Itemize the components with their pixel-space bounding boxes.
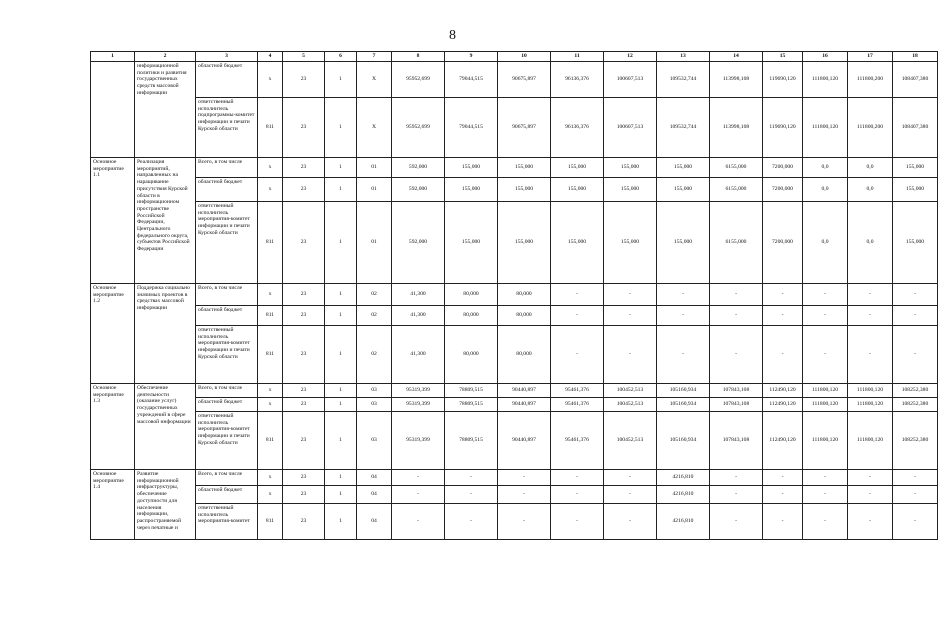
value-cell: 100452,513 [604, 412, 657, 470]
code-cell: 1 [325, 158, 357, 178]
value-cell: - [657, 306, 710, 326]
value-cell: - [392, 470, 445, 486]
code-cell: 1 [325, 384, 357, 398]
value-cell: 119690,120 [763, 98, 803, 158]
table-row [91, 284, 938, 306]
table-row [91, 398, 938, 412]
value-cell: 107843,108 [710, 398, 763, 412]
code-cell: 811 [258, 504, 283, 540]
source-cell: ответственный исполнитель подпрограммы-комитет информации и печати Курской области [196, 98, 258, 158]
value-cell: - [604, 470, 657, 486]
value-cell: - [803, 504, 848, 540]
value-cell: - [763, 470, 803, 486]
table-body [91, 52, 938, 540]
header-cell: 7 [357, 52, 392, 62]
value-cell: 108407,380 [893, 62, 938, 98]
code-cell: Х [357, 62, 392, 98]
code-cell: 01 [357, 178, 392, 202]
value-cell: 155,000 [551, 178, 604, 202]
value-cell: - [498, 486, 551, 504]
value-cell: 0,0 [803, 158, 848, 178]
value-cell: - [848, 284, 893, 306]
header-cell: 1 [91, 52, 135, 62]
source-cell: ответственный исполнитель мероприятия-комитет [196, 504, 258, 540]
value-cell: 155,000 [498, 202, 551, 284]
value-cell: - [551, 504, 604, 540]
code-cell: 23 [283, 202, 325, 284]
value-cell: - [893, 326, 938, 384]
value-cell: - [445, 486, 498, 504]
value-cell: - [763, 284, 803, 306]
value-cell: 41,300 [392, 326, 445, 384]
source-cell: областной бюджет [196, 486, 258, 504]
value-cell: 7200,000 [763, 178, 803, 202]
value-cell: 78809,515 [445, 412, 498, 470]
value-cell: - [392, 486, 445, 504]
header-cell: 14 [710, 52, 763, 62]
source-cell: областной бюджет [196, 306, 258, 326]
code-cell: 23 [283, 178, 325, 202]
value-cell: 80,000 [498, 284, 551, 306]
code-cell: 1 [325, 98, 357, 158]
code-cell: 04 [357, 470, 392, 486]
table-row [91, 486, 938, 504]
value-cell: 80,000 [445, 306, 498, 326]
header-cell: 10 [498, 52, 551, 62]
table-row [91, 326, 938, 384]
code-cell: х [258, 178, 283, 202]
value-cell: 109532,744 [657, 62, 710, 98]
value-cell: 6155,000 [710, 202, 763, 284]
code-cell: 1 [325, 470, 357, 486]
value-cell: - [604, 504, 657, 540]
value-cell: 111800,120 [848, 384, 893, 398]
value-cell: - [392, 504, 445, 540]
status-cell: Основное мероприятие 1.3 [91, 384, 135, 470]
value-cell: 155,000 [445, 158, 498, 178]
value-cell: - [551, 284, 604, 306]
value-cell: - [445, 470, 498, 486]
code-cell: 23 [283, 398, 325, 412]
value-cell: 155,000 [657, 202, 710, 284]
code-cell: 23 [283, 486, 325, 504]
value-cell: 90440,897 [498, 398, 551, 412]
code-cell: х [258, 62, 283, 98]
value-cell: - [604, 486, 657, 504]
source-cell: областной бюджет [196, 62, 258, 98]
value-cell: 155,000 [498, 178, 551, 202]
budget-table [90, 51, 938, 540]
value-cell: 0,0 [848, 202, 893, 284]
value-cell: 108252,380 [893, 412, 938, 470]
name-cell: Поддержка социально значимых проектов в средствах массовой информации [135, 284, 196, 384]
value-cell: 95319,399 [392, 398, 445, 412]
code-cell: х [258, 398, 283, 412]
code-cell: 23 [283, 62, 325, 98]
value-cell: 155,000 [551, 202, 604, 284]
value-cell: - [710, 486, 763, 504]
value-cell: - [893, 284, 938, 306]
value-cell: - [763, 306, 803, 326]
value-cell: - [763, 486, 803, 504]
code-cell: 23 [283, 98, 325, 158]
header-cell: 17 [848, 52, 893, 62]
value-cell: 95461,376 [551, 412, 604, 470]
header-cell: 12 [604, 52, 657, 62]
value-cell: - [848, 504, 893, 540]
value-cell: 155,000 [604, 202, 657, 284]
code-cell: 04 [357, 504, 392, 540]
table-row [91, 504, 938, 540]
value-cell: 111800,120 [803, 98, 848, 158]
value-cell: 119690,120 [763, 62, 803, 98]
value-cell: 0,0 [848, 158, 893, 178]
value-cell: - [893, 306, 938, 326]
table-row [91, 306, 938, 326]
value-cell: 155,000 [604, 178, 657, 202]
code-cell: 02 [357, 306, 392, 326]
value-cell: - [803, 326, 848, 384]
value-cell: 155,000 [657, 178, 710, 202]
code-cell: 01 [357, 202, 392, 284]
value-cell: 41,300 [392, 284, 445, 306]
value-cell: 90675,897 [498, 98, 551, 158]
code-cell: 811 [258, 202, 283, 284]
source-cell: Всего, в том числе [196, 158, 258, 178]
value-cell: 4216,810 [657, 470, 710, 486]
name-cell: Реализация мероприятий, направленных на наращивание присутствия Курской области в информационном пространстве Российской Федерации, Центрального федерального округа, субъектов Российской Федерации [135, 158, 196, 284]
value-cell: 6155,000 [710, 178, 763, 202]
table-row [91, 384, 938, 398]
value-cell: - [893, 486, 938, 504]
value-cell: - [848, 306, 893, 326]
code-cell: Х [357, 98, 392, 158]
source-cell: ответственный исполнитель мероприятия-комитет информации и печати Курской области [196, 326, 258, 384]
value-cell: - [710, 470, 763, 486]
value-cell: 105160,934 [657, 384, 710, 398]
status-cell: Основное мероприятие 1.2 [91, 284, 135, 384]
value-cell: - [604, 284, 657, 306]
code-cell: 1 [325, 284, 357, 306]
value-cell: 7200,000 [763, 158, 803, 178]
value-cell: - [763, 504, 803, 540]
header-cell: 2 [135, 52, 196, 62]
value-cell: 100607,513 [604, 62, 657, 98]
value-cell: - [498, 504, 551, 540]
value-cell: - [604, 326, 657, 384]
code-cell: 1 [325, 62, 357, 98]
code-cell: х [258, 158, 283, 178]
value-cell: 95952,699 [392, 62, 445, 98]
table-row [91, 62, 938, 98]
value-cell: 112490,120 [763, 398, 803, 412]
value-cell: 107843,108 [710, 384, 763, 398]
code-cell: 01 [357, 158, 392, 178]
value-cell: 111800,120 [803, 398, 848, 412]
source-cell: областной бюджет [196, 178, 258, 202]
value-cell: 155,000 [893, 178, 938, 202]
header-cell: 15 [763, 52, 803, 62]
code-cell: 23 [283, 306, 325, 326]
value-cell: 111800,120 [848, 398, 893, 412]
value-cell: 108407,380 [893, 98, 938, 158]
code-cell: 23 [283, 412, 325, 470]
header-row [91, 52, 938, 62]
value-cell: 80,000 [498, 326, 551, 384]
value-cell: - [893, 470, 938, 486]
value-cell: 100452,513 [604, 398, 657, 412]
value-cell: - [551, 470, 604, 486]
code-cell: 02 [357, 326, 392, 384]
code-cell: 03 [357, 384, 392, 398]
value-cell: 155,000 [657, 158, 710, 178]
value-cell: 109532,744 [657, 98, 710, 158]
header-cell: 6 [325, 52, 357, 62]
value-cell: - [551, 306, 604, 326]
value-cell: 80,000 [498, 306, 551, 326]
value-cell: 95319,399 [392, 412, 445, 470]
table-row [91, 470, 938, 486]
source-cell: Всего, в том числе [196, 384, 258, 398]
value-cell: 7200,000 [763, 202, 803, 284]
value-cell: - [803, 284, 848, 306]
value-cell: - [848, 470, 893, 486]
value-cell: 78809,515 [445, 398, 498, 412]
value-cell: 155,000 [551, 158, 604, 178]
value-cell: - [803, 470, 848, 486]
header-cell: 3 [196, 52, 258, 62]
code-cell: 02 [357, 284, 392, 306]
value-cell: 592,000 [392, 158, 445, 178]
name-cell: Развитие информационной инфраструктуры, обеспечение доступности для населения информации, распространяемой через печатные и [135, 470, 196, 540]
table-row [91, 202, 938, 284]
table-row [91, 98, 938, 158]
value-cell: 108252,380 [893, 384, 938, 398]
status-cell: Основное мероприятие 1.4 [91, 470, 135, 540]
value-cell: - [551, 326, 604, 384]
source-cell: Всего, в том числе [196, 284, 258, 306]
source-cell: областной бюджет [196, 398, 258, 412]
value-cell: 592,000 [392, 202, 445, 284]
header-cell: 13 [657, 52, 710, 62]
value-cell: - [710, 284, 763, 306]
value-cell: 111800,120 [848, 412, 893, 470]
value-cell: 90440,897 [498, 412, 551, 470]
value-cell: 108252,380 [893, 398, 938, 412]
value-cell: 100607,513 [604, 98, 657, 158]
code-cell: 23 [283, 504, 325, 540]
value-cell: 111800,200 [848, 62, 893, 98]
code-cell: 1 [325, 486, 357, 504]
value-cell: 80,000 [445, 326, 498, 384]
value-cell: - [710, 504, 763, 540]
header-cell: 18 [893, 52, 938, 62]
value-cell: 95952,699 [392, 98, 445, 158]
code-cell: 1 [325, 504, 357, 540]
header-cell: 4 [258, 52, 283, 62]
code-cell: 04 [357, 486, 392, 504]
value-cell: 96136,376 [551, 62, 604, 98]
code-cell: 1 [325, 178, 357, 202]
value-cell: 100452,513 [604, 384, 657, 398]
code-cell: 23 [283, 384, 325, 398]
code-cell: 811 [258, 306, 283, 326]
value-cell: 90675,897 [498, 62, 551, 98]
value-cell: 6155,000 [710, 158, 763, 178]
value-cell: 79044,515 [445, 62, 498, 98]
code-cell: 1 [325, 306, 357, 326]
status-cell [91, 62, 135, 158]
value-cell: 95461,376 [551, 398, 604, 412]
code-cell: х [258, 470, 283, 486]
code-cell: 03 [357, 412, 392, 470]
value-cell: 113998,108 [710, 62, 763, 98]
table-row [91, 178, 938, 202]
value-cell: 4216,810 [657, 486, 710, 504]
value-cell: 111800,120 [803, 62, 848, 98]
value-cell: 0,0 [848, 178, 893, 202]
value-cell: 592,000 [392, 178, 445, 202]
value-cell: - [848, 326, 893, 384]
value-cell: - [803, 306, 848, 326]
value-cell: 111800,120 [803, 384, 848, 398]
code-cell: х [258, 384, 283, 398]
code-cell: 1 [325, 202, 357, 284]
table-row [91, 158, 938, 178]
source-cell: ответственный исполнитель мероприятия-комитет информации и печати Курской области [196, 412, 258, 470]
value-cell: 155,000 [445, 202, 498, 284]
value-cell: 90440,897 [498, 384, 551, 398]
value-cell: 78809,515 [445, 384, 498, 398]
page-number: 8 [449, 28, 456, 43]
value-cell: 95461,376 [551, 384, 604, 398]
value-cell: 155,000 [445, 178, 498, 202]
code-cell: 811 [258, 412, 283, 470]
value-cell: 155,000 [498, 158, 551, 178]
value-cell: 113998,108 [710, 98, 763, 158]
header-cell: 9 [445, 52, 498, 62]
value-cell: 155,000 [893, 202, 938, 284]
code-cell: х [258, 284, 283, 306]
value-cell: 0,0 [803, 202, 848, 284]
value-cell: 80,000 [445, 284, 498, 306]
code-cell: 23 [283, 284, 325, 306]
value-cell: 105160,934 [657, 412, 710, 470]
source-cell: Всего, в том числе [196, 470, 258, 486]
value-cell: - [710, 326, 763, 384]
header-cell: 16 [803, 52, 848, 62]
value-cell: 0,0 [803, 178, 848, 202]
code-cell: 1 [325, 412, 357, 470]
value-cell: - [551, 486, 604, 504]
name-cell: Обеспечение деятельности (оказание услуг) государственных учреждений в сфере массовой информации [135, 384, 196, 470]
value-cell: - [710, 306, 763, 326]
value-cell: 95319,399 [392, 384, 445, 398]
value-cell: 112490,120 [763, 384, 803, 398]
code-cell: 1 [325, 398, 357, 412]
value-cell: - [848, 486, 893, 504]
value-cell: 41,300 [392, 306, 445, 326]
code-cell: 23 [283, 158, 325, 178]
code-cell: 23 [283, 470, 325, 486]
header-cell: 8 [392, 52, 445, 62]
value-cell: 105160,934 [657, 398, 710, 412]
header-cell: 5 [283, 52, 325, 62]
name-cell: информационной политики и развития государственных средств массовой информации [135, 62, 196, 158]
value-cell: 79044,515 [445, 98, 498, 158]
code-cell: 811 [258, 326, 283, 384]
code-cell: 03 [357, 398, 392, 412]
status-cell: Основное мероприятие 1.1 [91, 158, 135, 284]
value-cell: 96136,376 [551, 98, 604, 158]
code-cell: х [258, 486, 283, 504]
value-cell: - [657, 326, 710, 384]
source-cell: ответственный исполнитель мероприятия-комитет информации и печати Курской области [196, 202, 258, 284]
value-cell: - [657, 284, 710, 306]
value-cell: - [803, 486, 848, 504]
code-cell: 23 [283, 326, 325, 384]
value-cell: 107843,108 [710, 412, 763, 470]
value-cell: - [445, 504, 498, 540]
value-cell: 155,000 [604, 158, 657, 178]
value-cell: 111800,200 [848, 98, 893, 158]
value-cell: 4216,810 [657, 504, 710, 540]
header-cell: 11 [551, 52, 604, 62]
value-cell: - [893, 504, 938, 540]
code-cell: 811 [258, 98, 283, 158]
value-cell: - [604, 306, 657, 326]
value-cell: 111800,120 [803, 412, 848, 470]
code-cell: 1 [325, 326, 357, 384]
value-cell: - [498, 470, 551, 486]
value-cell: 112490,120 [763, 412, 803, 470]
table-row [91, 412, 938, 470]
value-cell: 155,000 [893, 158, 938, 178]
value-cell: - [763, 326, 803, 384]
